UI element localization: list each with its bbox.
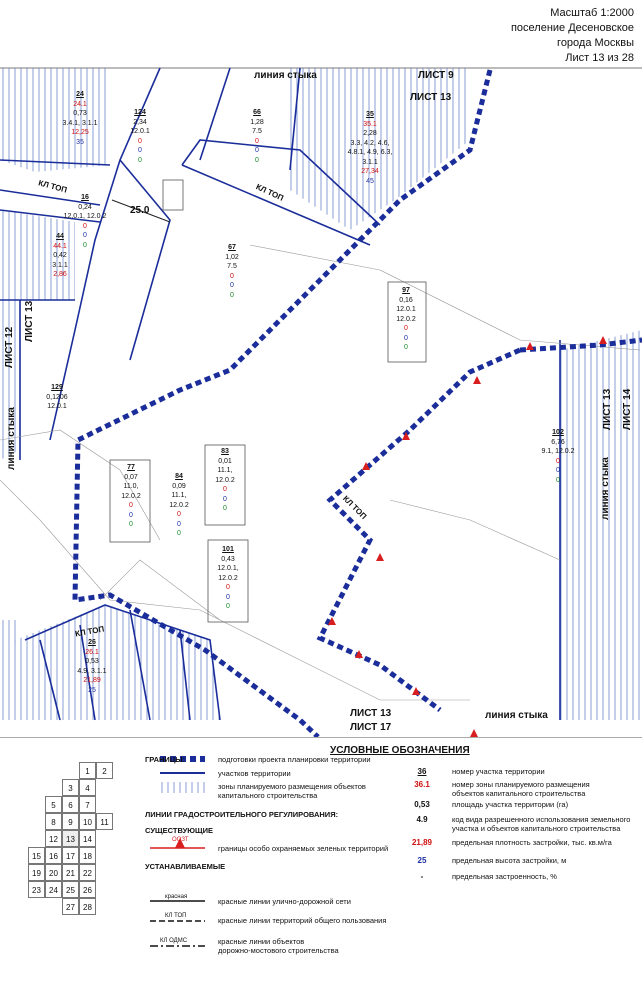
parcel-value: 0 <box>255 156 259 164</box>
legend-red-lines-text: красные линии улично-дорожной сети <box>218 897 351 906</box>
parcel-value: 12.0.1, <box>217 565 239 572</box>
parcel-value: 12.0.2 <box>218 574 238 582</box>
parcel-value: 0,1206 <box>46 393 68 401</box>
sheet-13-top-label: ЛИСТ 13 <box>410 92 452 103</box>
joint-line-bottom-label: линия стыка <box>485 710 548 721</box>
parcel-value: 2,86 <box>53 271 67 278</box>
parcel-value: 0 <box>404 334 408 342</box>
parcel-value: 0 <box>138 147 142 154</box>
legend-oozt-label: ООЗТ <box>172 837 189 843</box>
parcel-value: 4.8.1, 4.9, 6.3, 3.1.1 <box>347 149 393 166</box>
parcel-number: 129 <box>51 384 63 391</box>
sheet-13-right-label: ЛИСТ 13 <box>602 388 613 430</box>
parcel-number: 77 <box>127 464 135 471</box>
sheet-cell-21: 21 <box>62 864 79 881</box>
sheet-14-label: ЛИСТ 14 <box>622 388 633 430</box>
legend-boundary-zones-1: зоны планируемого размещения объектов <box>218 782 366 791</box>
parcel-number: 26 <box>88 639 96 646</box>
joint-line-right-label: линия стыка <box>600 457 611 520</box>
settlement-name: поселение Десеновское <box>510 22 634 34</box>
sheet-cell-17: 17 <box>62 847 79 864</box>
parcel-number: 44 <box>56 233 64 240</box>
parcel-value: 0 <box>223 495 227 503</box>
sheet-cell-2: 2 <box>96 762 113 779</box>
parcel-value: 12.0.1 <box>396 306 416 313</box>
parcel-number: 16 <box>81 194 89 201</box>
parcel-label-26 <box>66 638 118 695</box>
parcel-label-44 <box>34 232 86 280</box>
legend-code-text-4: предельная плотность застройки, тыс. кв.м/га <box>452 838 612 847</box>
parcel-value: 0,53 <box>85 658 99 665</box>
legend-code-3: 4.9 <box>416 815 428 824</box>
sheet-cell-16: 16 <box>45 847 62 864</box>
parcel-value: 0 <box>556 467 560 474</box>
legend-code-text-0: номер участка территории <box>452 767 545 776</box>
joint-line-left-label: линия стыка <box>6 407 17 470</box>
label-boxes <box>110 180 426 622</box>
parcel-number: 83 <box>221 448 229 455</box>
legend-code-0: 36 <box>417 767 427 776</box>
sheet-cell-23: 23 <box>28 881 45 898</box>
parcel-value: 0 <box>223 486 227 493</box>
parcel-value: 0,24 <box>78 203 92 211</box>
parcel-value: 21,89 <box>83 677 101 684</box>
parcel-value: 12,25 <box>71 129 89 136</box>
sheet-cell-5: 5 <box>45 796 62 813</box>
legend-code-1: 36.1 <box>414 780 430 789</box>
legend-code-text-2: площадь участка территории (га) <box>452 800 569 809</box>
parcel-label-24 <box>54 90 106 147</box>
parcel-label-129 <box>31 383 83 412</box>
sheet-cell-25: 25 <box>62 881 79 898</box>
parcel-value: 9.1, 12.0.2 <box>541 448 575 455</box>
parcel-value: 7.5 <box>252 128 262 135</box>
legend-code-text-6: предельная застроенность, % <box>452 872 557 881</box>
legend-code-text-1: номер зоны планируемого размещения <box>452 780 590 789</box>
parcel-label-102 <box>532 428 584 485</box>
legend-kl-odms-text-1: красные линии объектов <box>218 937 305 946</box>
parcel-value: 0 <box>177 511 181 518</box>
legend-code-text2-1: объектов капитального строительства <box>452 789 586 798</box>
kl-top-label-2: КЛ ТОП <box>254 182 285 203</box>
parcel-value: 27,34 <box>361 168 379 175</box>
parcel-value: 0,42 <box>53 252 67 259</box>
legend-kl-odms-text-2: дорожно-мостового строительства <box>218 946 339 955</box>
parcel-value: 0 <box>404 344 408 351</box>
legend-established-heading: УСТАНАВЛИВАЕМЫЕ <box>145 862 226 871</box>
legend-boundaries-heading: ГРАНИЦЫ: <box>145 755 186 764</box>
parcel-value: 0 <box>83 241 87 249</box>
parcel-value: 0,09 <box>172 482 186 490</box>
parcel-value: 7.5 <box>227 263 237 270</box>
parcel-value: 0 <box>177 520 181 528</box>
legend-kl-top-text: красные линии территорий общего пользования <box>218 916 387 925</box>
parcel-label-83 <box>199 447 251 514</box>
parcel-value: 12.0.1, 12.0.2 <box>63 213 107 220</box>
sheet-cell-22: 22 <box>79 864 96 881</box>
parcel-label-97 <box>380 286 432 353</box>
parcel-value: 0 <box>83 222 87 230</box>
legend-code-2: 0,53 <box>414 800 430 809</box>
parcel-value: 0,01 <box>218 457 232 465</box>
parcel-value: 0 <box>255 147 259 154</box>
sheet-cell-13: 13 <box>62 830 79 847</box>
legend-code-text2-3: участка и объектов капитального строительства <box>452 824 621 833</box>
legend-boundary-sites: участков территории <box>218 769 291 778</box>
parcel-value: 12.0.1 <box>130 128 150 135</box>
parcel-value: 0 <box>230 272 234 280</box>
parcel-label-84 <box>153 472 205 539</box>
road-width-label: 25.0 <box>130 205 150 216</box>
parcel-value: 0 <box>83 232 87 239</box>
sheet-cell-27: 27 <box>62 898 79 915</box>
parcel-value: 2,34 <box>133 118 147 126</box>
parcel-value: 0 <box>226 593 230 601</box>
parcel-value: 3.3, 4.2, 4.6, <box>350 139 390 147</box>
legend-existing-heading: СУЩЕСТВУЮЩИЕ <box>145 826 214 835</box>
legend-kl-odms-label: КЛ ОДМС <box>160 938 188 944</box>
parcel-label-67 <box>206 243 258 300</box>
parcel-value: 1,28 <box>250 118 264 126</box>
parcel-value: 0 <box>138 156 142 164</box>
legend-oozt-text: границы особо охраняемых зеленых территорий <box>218 844 389 853</box>
sheet-13-bottom-label: ЛИСТ 13 <box>350 708 392 719</box>
sheet-cell-1: 1 <box>79 762 96 779</box>
sheet-cell-7: 7 <box>79 796 96 813</box>
parcel-value: 0,16 <box>399 296 413 304</box>
legend-zones-hatch <box>162 782 204 793</box>
legend-code-text-3: код вида разрешенного использования земельного <box>452 815 631 824</box>
parcel-value: 11.1, <box>171 492 187 499</box>
kl-top-label-3: КЛ ТОП <box>341 493 369 522</box>
parcel-value: 0 <box>226 603 230 610</box>
parcel-value: 0 <box>230 282 234 289</box>
legend-code-5: 25 <box>417 856 427 865</box>
parcel-value: 0 <box>556 476 560 484</box>
parcel-value: 0 <box>404 325 408 332</box>
parcel-value: 0 <box>230 291 234 299</box>
parcel-value: 6,76 <box>551 438 565 446</box>
parcel-value: 0 <box>556 457 560 465</box>
parcel-value: 1,02 <box>225 253 239 261</box>
parcel-label-101 <box>202 545 254 612</box>
sheet-cell-6: 6 <box>62 796 79 813</box>
joint-line-label: линия стыка <box>254 70 317 81</box>
parcel-number: 124 <box>134 109 146 116</box>
parcel-number: 102 <box>552 429 564 436</box>
parcel-value: 3.4.1, 3.1.1 <box>62 119 98 127</box>
parcel-label-124 <box>114 108 166 165</box>
sheet-cell-24: 24 <box>45 881 62 898</box>
parcel-label-77 <box>105 463 157 530</box>
sheet-cell-26: 26 <box>79 881 96 898</box>
sheet-9-label: ЛИСТ 9 <box>418 70 454 81</box>
parcel-value: 0 <box>226 584 230 591</box>
sheet-17-label: ЛИСТ 17 <box>350 722 392 733</box>
legend-code-text-5: предельная высота застройки, м <box>452 856 567 865</box>
parcel-value: 12.0.2 <box>121 492 141 500</box>
parcel-value: 12.0.2 <box>396 315 416 323</box>
map-scale: Масштаб 1:2000 <box>550 7 634 19</box>
city-name: города Москвы <box>557 37 634 49</box>
sheet-cell-20: 20 <box>45 864 62 881</box>
parcel-value: 0 <box>138 137 142 145</box>
sheet-cell-4: 4 <box>79 779 96 796</box>
parcel-value: 11.0, <box>123 483 139 490</box>
parcel-value: 12.0.2 <box>215 476 235 484</box>
parcel-value: 45 <box>366 177 374 185</box>
sheet-cell-18: 18 <box>79 847 96 864</box>
parcel-value: 44.1 <box>53 242 67 250</box>
parcel-value: 0,43 <box>221 555 235 563</box>
parcel-value: 0,07 <box>124 473 138 481</box>
legend-boundary-project: подготовки проекта планировки территории <box>218 755 371 764</box>
parcel-number: 24 <box>76 91 84 98</box>
sheet-cell-3: 3 <box>62 779 79 796</box>
parcel-value: 4.9, 3.1.1 <box>77 667 107 675</box>
legend-reg-lines-heading: ЛИНИИ ГРАДОСТРОИТЕЛЬНОГО РЕГУЛИРОВАНИЯ: <box>145 810 339 819</box>
sheet-13-left-label: ЛИСТ 13 <box>24 300 35 342</box>
parcel-value: 12.0.2 <box>169 501 189 509</box>
sheet-cell-15: 15 <box>28 847 45 864</box>
sheet-cell-12: 12 <box>45 830 62 847</box>
parcel-value: 24.1 <box>73 100 87 108</box>
legend-code-6: - <box>420 872 424 881</box>
parcel-number: 35 <box>366 111 374 118</box>
legend-code-4: 21,89 <box>411 838 433 847</box>
parcel-value: 3.1.1 <box>52 261 68 269</box>
kl-top-label-4: КЛ ТОП <box>74 624 105 639</box>
parcel-number: 66 <box>253 109 261 116</box>
parcel-value: 11.1, <box>217 467 233 474</box>
parcel-value: 35.1 <box>363 120 377 128</box>
parcel-value: 26.1 <box>85 648 99 656</box>
sheet-cell-8: 8 <box>45 813 62 830</box>
legend-kl-top-label: КЛ ТОП <box>165 913 187 919</box>
sheet-cell-10: 10 <box>79 813 96 830</box>
kl-top-label-1: КЛ ТОП <box>37 178 69 195</box>
parcel-number: 101 <box>222 546 234 553</box>
parcel-label-35 <box>344 110 396 186</box>
parcel-number: 97 <box>402 287 410 294</box>
sheet-number: Лист 13 из 28 <box>565 52 634 64</box>
sheet-cell-9: 9 <box>62 813 79 830</box>
parcel-number: 67 <box>228 244 236 251</box>
parcel-value: 12.0.1 <box>47 403 67 410</box>
legend-boundary-zones-2: капитального строительства <box>218 791 318 800</box>
parcel-value: 35 <box>76 138 84 146</box>
parcel-value: 0 <box>129 521 133 528</box>
zone-hatch-bl <box>0 620 20 720</box>
legend-red-label: красная <box>165 894 188 900</box>
parcel-value: 0,73 <box>73 110 87 117</box>
sheet-cell-11: 11 <box>96 813 113 830</box>
sheet-cell-28: 28 <box>79 898 96 915</box>
parcel-value: 0 <box>129 502 133 509</box>
parcel-value: 2,28 <box>363 130 377 137</box>
parcel-value: 0 <box>177 530 181 537</box>
parcel-value: 25 <box>88 686 96 694</box>
parcel-value: 0 <box>129 511 133 519</box>
parcel-label-66 <box>231 108 283 165</box>
parcel-value: 0 <box>255 137 259 145</box>
sheet-cell-14: 14 <box>79 830 96 847</box>
sheet-12-label: ЛИСТ 12 <box>4 326 15 368</box>
parcel-number: 84 <box>175 473 183 480</box>
parcel-value: 0 <box>223 505 227 512</box>
legend-title: УСЛОВНЫЕ ОБОЗНАЧЕНИЯ <box>330 745 470 756</box>
sheet-cell-19: 19 <box>28 864 45 881</box>
